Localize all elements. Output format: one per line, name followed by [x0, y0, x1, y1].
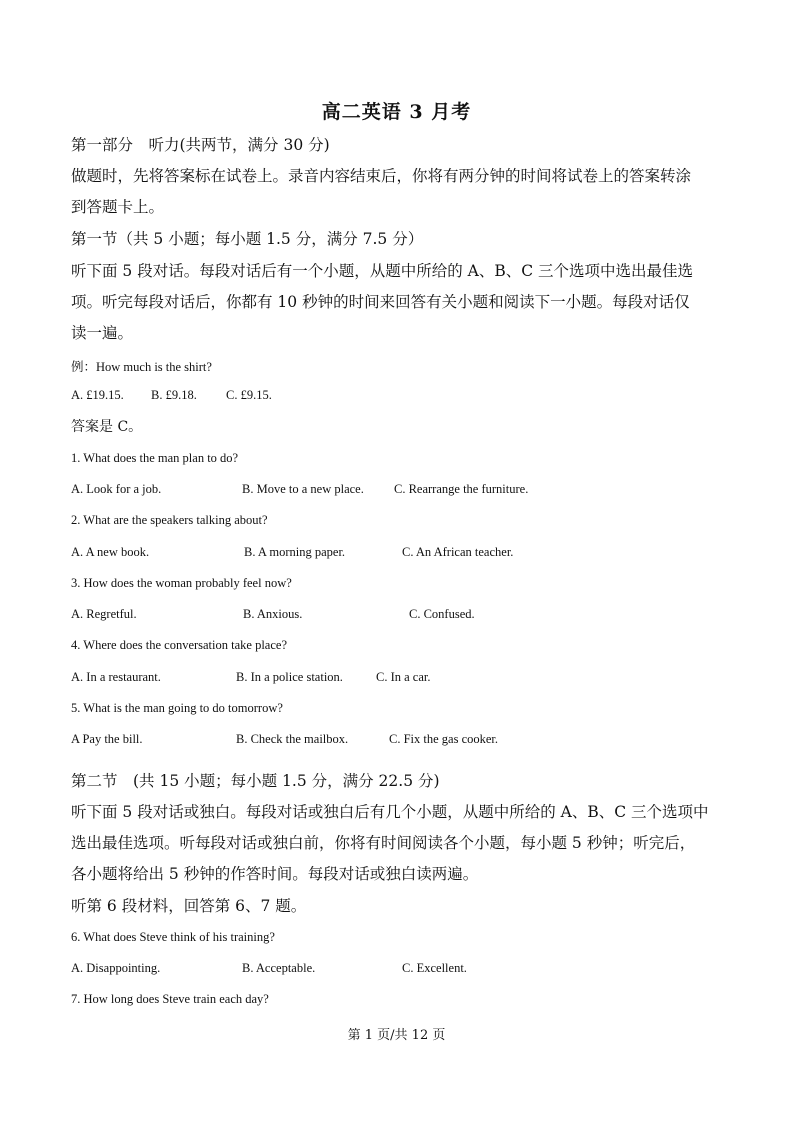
section2-directions-line-1: 听下面 5 段对话或独白。每段对话或独白后有几个小题，从题中所给的 A、B、C 三个选项中: [71, 803, 709, 821]
option-b: B. Check the mailbox.: [236, 732, 349, 746]
section1-directions-line-3: 读一遍。: [71, 324, 134, 342]
option-b: B. Acceptable.: [242, 961, 316, 975]
option-b: B. Move to a new place.: [242, 482, 364, 496]
question-text: 6. What does Steve think of his training?: [71, 930, 275, 944]
section2-directions-line-2: 选出最佳选项。听每段对话或独白前，你将有时间阅读各个小题，每小题 5 秒钟；听完后，: [71, 834, 696, 852]
question-text: 5. What is the man going to do tomorrow?: [71, 701, 283, 715]
section1-heading: 第一节（共 5 小题；每小题 1.5 分，满分 7.5 分）: [71, 230, 424, 248]
example-answer: 答案是 C。: [71, 419, 143, 435]
instruction-line-1: 做题时，先将答案标在试卷上。录音内容结束后，你将有两分钟的时间将试卷上的答案转涂: [71, 167, 692, 185]
question-text: 4. Where does the conversation take place?: [71, 638, 287, 652]
option-b: B. Anxious.: [243, 607, 303, 621]
option-a: A. A new book.: [71, 545, 150, 559]
option-c: C. Excellent.: [402, 961, 467, 975]
option-a: A. In a restaurant.: [71, 670, 161, 684]
question-text: 1. What does the man plan to do?: [71, 451, 239, 465]
option-c: C. Rearrange the furniture.: [394, 482, 529, 496]
option-c: C. Confused.: [409, 607, 475, 621]
instruction-line-2: 到答题卡上。: [71, 198, 165, 216]
option-a: A Pay the bill.: [71, 732, 143, 746]
section1-directions-line-2: 项。听完每段对话后，你都有 10 秒钟的时间来回答有关小题和阅读下一小题。每段对话仅: [71, 293, 690, 311]
example-option-a: A. £19.15.: [71, 388, 124, 402]
option-c: C. Fix the gas cooker.: [389, 732, 499, 746]
question-text: 2. What are the speakers talking about?: [71, 513, 268, 527]
option-b: B. A morning paper.: [244, 545, 346, 559]
section2-heading: 第二节 (共 15 小题；每小题 1.5 分，满分 22.5 分): [71, 772, 440, 790]
option-b: B. In a police station.: [236, 670, 343, 684]
part1-heading: 第一部分 听力(共两节，满分 30 分): [71, 136, 330, 154]
example-option-c: C. £9.15.: [226, 388, 272, 402]
option-a: A. Regretful.: [71, 607, 137, 621]
question-text: 7. How long does Steve train each day?: [71, 992, 269, 1006]
option-c: C. An African teacher.: [402, 545, 514, 559]
option-a: A. Look for a job.: [71, 482, 162, 496]
option-a: A. Disappointing.: [71, 961, 161, 975]
section2-directions-line-3: 各小题将给出 5 秒钟的作答时间。每段对话或独白读两遍。: [71, 865, 479, 883]
option-c: C. In a car.: [376, 670, 431, 684]
page-footer: 第 1 页/共 12 页: [347, 1028, 446, 1043]
example-question: 例：How much is the shirt?: [71, 360, 212, 374]
example-option-b: B. £9.18.: [151, 388, 197, 402]
section1-directions-line-1: 听下面 5 段对话。每段对话后有一个小题，从题中所给的 A、B、C 三个选项中选出最佳选: [71, 262, 694, 280]
material-note: 听第 6 段材料，回答第 6、7 题。: [71, 897, 307, 915]
question-text: 3. How does the woman probably feel now?: [71, 576, 292, 590]
page-title: 高二英语 3 月考: [321, 101, 472, 123]
